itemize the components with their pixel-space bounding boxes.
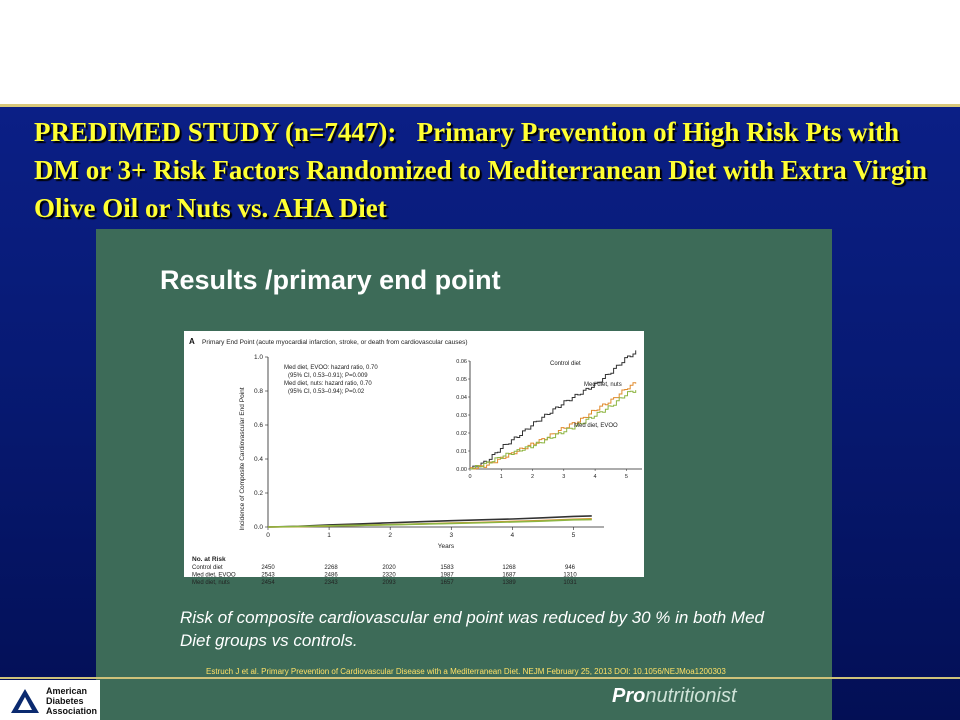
ada-logo bbox=[0, 680, 100, 720]
inset-x-tick-label: 4 bbox=[593, 474, 597, 480]
risk-cell: 2454 bbox=[261, 580, 275, 586]
y-tick-label: 1.0 bbox=[253, 354, 263, 361]
ada-triangle-icon bbox=[10, 688, 40, 714]
risk-cell: 1310 bbox=[563, 572, 577, 579]
risk-reduction-summary: Risk of composite cardiovascular end point was reduced by 30 % in both Med Diet groups vs controls. bbox=[180, 608, 764, 650]
pronutritionist-logo bbox=[612, 685, 737, 708]
chart-title: Primary End Point (acute myocardial infarction, stroke, or death from cardiovascular causes) bbox=[202, 339, 468, 346]
top-divider bbox=[0, 104, 960, 107]
ada-logo-line: Association bbox=[46, 706, 98, 716]
inset-x-tick-label: 5 bbox=[624, 474, 628, 480]
y-tick-label: 0.2 bbox=[253, 490, 263, 497]
risk-cell: 1583 bbox=[440, 565, 454, 571]
risk-cell: 2020 bbox=[382, 565, 396, 571]
inset-x-tick-label: 1 bbox=[499, 474, 503, 480]
annotation-line: Med diet, EVOO: hazard ratio, 0.70 bbox=[284, 365, 378, 371]
results-panel bbox=[96, 229, 832, 720]
risk-cell: 2543 bbox=[261, 572, 275, 579]
y-tick-label: 0.0 bbox=[253, 524, 263, 531]
main-lines bbox=[268, 516, 592, 527]
risk-row-label: Med diet, nuts bbox=[192, 580, 230, 586]
risk-cell: 946 bbox=[564, 565, 576, 571]
panel-label: A bbox=[189, 337, 195, 346]
risk-cell: 1031 bbox=[563, 580, 577, 586]
risk-row-label: Med diet, EVOO bbox=[192, 572, 236, 579]
brand-nutritionist: nutritionist bbox=[645, 685, 737, 707]
y-tick-label: 0.6 bbox=[253, 422, 263, 429]
risk-cell: 2320 bbox=[382, 572, 396, 579]
km-chart bbox=[184, 331, 644, 586]
inset-x-tick-label: 2 bbox=[531, 474, 535, 480]
risk-cell: 2450 bbox=[261, 565, 275, 571]
bottom-divider bbox=[0, 677, 960, 679]
slide-title: PREDIMED STUDY (n=7447): Primary Prevention of High Risk Pts with DM or 3+ Risk Factors Randomized to Mediterranean Diet with Extra Virgin Olive Oil or Nuts vs. AHA Diet bbox=[34, 117, 934, 223]
inset-x-tick-label: 0 bbox=[468, 474, 472, 480]
risk-cell: 2486 bbox=[324, 572, 338, 579]
risk-cell: 2268 bbox=[324, 565, 338, 571]
risk-cell: 2343 bbox=[324, 580, 338, 586]
risk-table bbox=[192, 556, 577, 586]
x-tick-label: 1 bbox=[327, 532, 331, 539]
annotation-line: Med diet, nuts: hazard ratio, 0.70 bbox=[284, 381, 372, 387]
risk-table-header: No. at Risk bbox=[192, 556, 226, 563]
y-tick-label: 0.8 bbox=[253, 388, 263, 395]
risk-row-label: Control diet bbox=[192, 565, 223, 571]
y-tick-label: 0.4 bbox=[253, 456, 263, 463]
inset-y-tick-label: 0.05 bbox=[456, 377, 467, 383]
x-tick-label: 2 bbox=[388, 532, 392, 539]
x-axis-label: Years bbox=[437, 543, 455, 550]
risk-cell: 1987 bbox=[440, 572, 454, 579]
ada-logo-line: Diabetes bbox=[46, 696, 84, 706]
brand-pro: Pro bbox=[612, 685, 646, 707]
y-axis-label: Incidence of Composite Cardiovascular End Point bbox=[239, 387, 246, 531]
inset-series-label: Med diet, nuts bbox=[584, 382, 622, 388]
x-tick-label: 4 bbox=[510, 532, 515, 539]
ada-logo-text bbox=[46, 686, 97, 716]
annotation-line: (95% CI, 0.53–0.91); P=0.009 bbox=[288, 373, 368, 379]
inset-y-tick-label: 0.00 bbox=[456, 467, 467, 473]
risk-cell: 2093 bbox=[382, 580, 396, 586]
inset-y-tick-label: 0.04 bbox=[456, 395, 467, 401]
inset-series-line bbox=[470, 350, 636, 469]
ada-logo-line: American bbox=[46, 686, 88, 696]
inset-y-tick-label: 0.01 bbox=[456, 449, 467, 455]
risk-cell: 1657 bbox=[440, 580, 454, 586]
kaplan-meier-figure bbox=[184, 331, 644, 586]
annotation-line: (95% CI, 0.53–0.94); P=0.02 bbox=[288, 389, 365, 395]
inset-x-tick-label: 3 bbox=[562, 474, 566, 480]
inset-y-tick-label: 0.02 bbox=[456, 431, 467, 437]
inset-chart bbox=[456, 350, 642, 480]
risk-cell: 1268 bbox=[502, 565, 516, 571]
x-tick-label: 3 bbox=[449, 532, 454, 539]
risk-cell: 1389 bbox=[502, 580, 516, 586]
inset-series-label: Control diet bbox=[550, 361, 581, 367]
x-tick-label: 5 bbox=[571, 532, 576, 539]
hazard-annotation bbox=[284, 365, 378, 395]
inset-y-tick-label: 0.06 bbox=[456, 359, 467, 365]
citation: Estruch J et al. Primary Prevention of Cardiovascular Disease with a Mediterranean Diet. NEJM February 25, 2013 DOI: 10.1056/NEJMoa1200303 bbox=[206, 667, 726, 676]
x-tick-label: 0 bbox=[266, 532, 270, 539]
inset-y-tick-label: 0.03 bbox=[456, 413, 467, 419]
risk-cell: 1687 bbox=[502, 572, 516, 579]
panel-heading: Results /primary end point bbox=[160, 265, 501, 295]
inset-series-label: Med diet, EVOO bbox=[574, 423, 618, 429]
